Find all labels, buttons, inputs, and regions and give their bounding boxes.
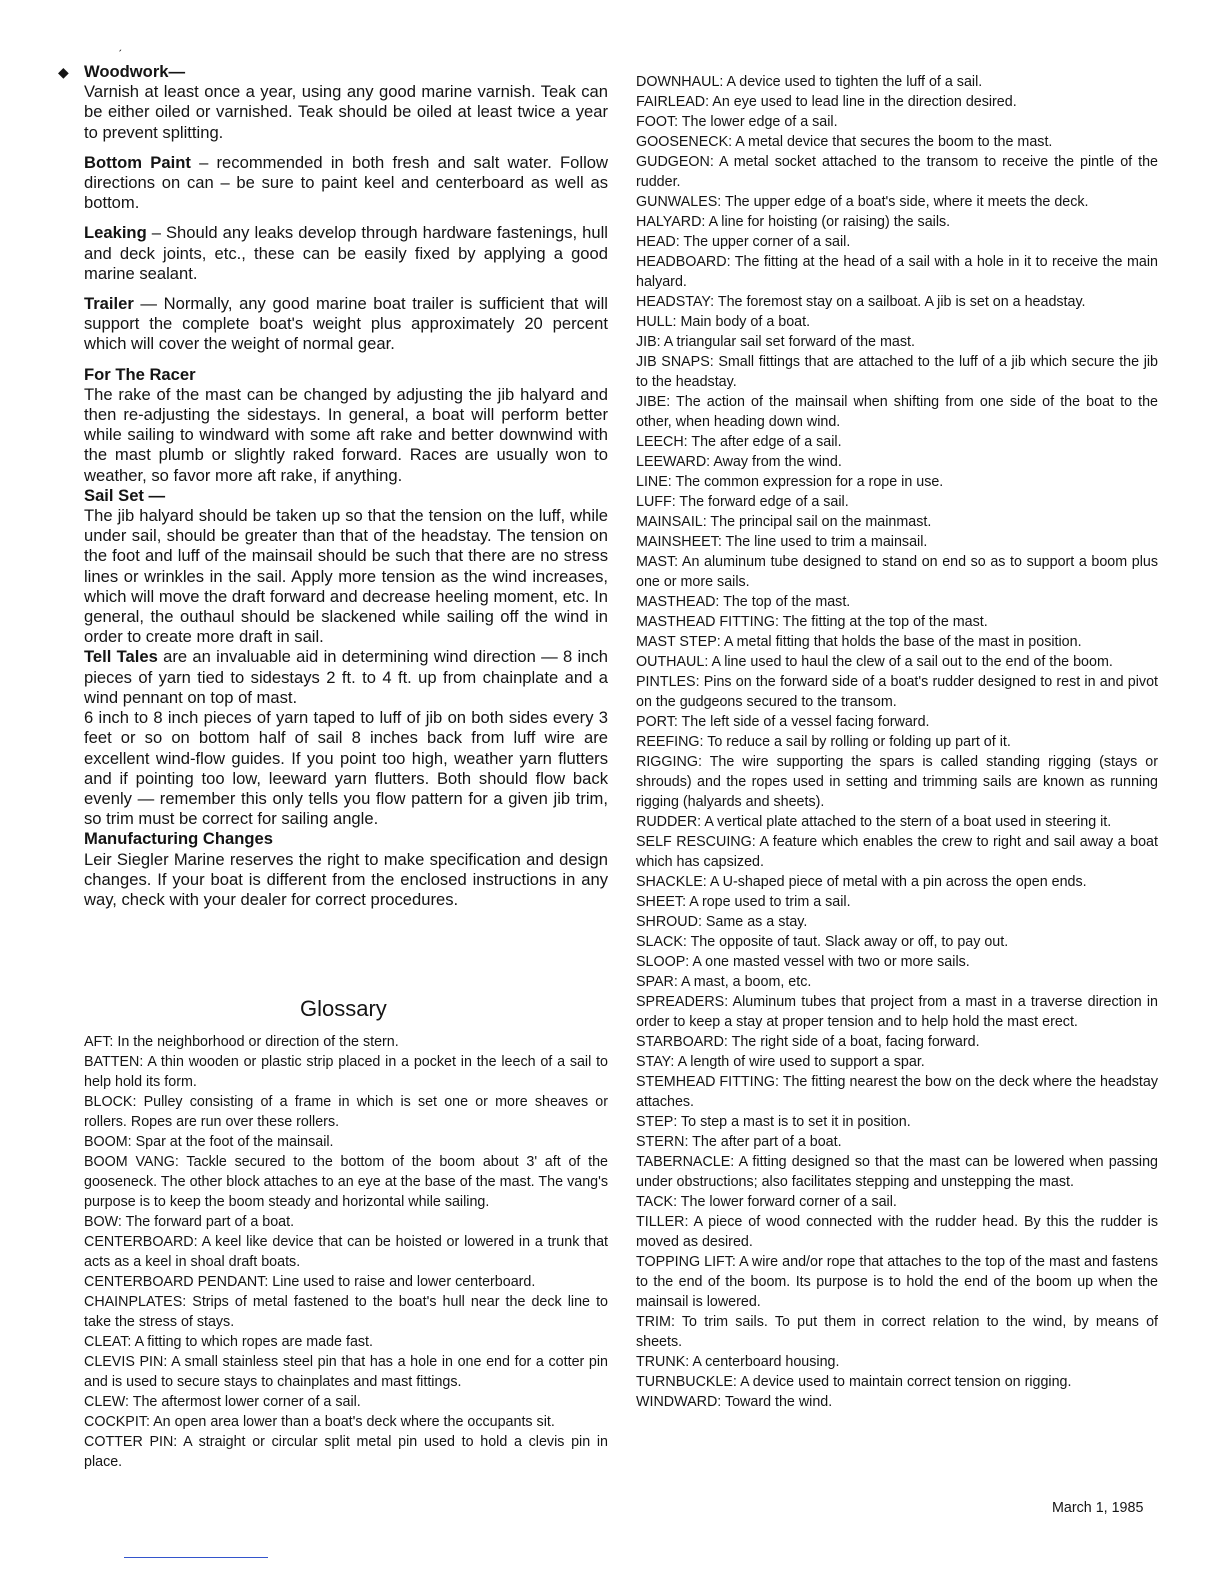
leaking-text: – Should any leaks develop through hardware fastenings, hull and deck joints, etc., these can be easily fixed by applying a good marine sealant.: [84, 223, 608, 283]
racer-section: [84, 365, 608, 486]
bullet-mark: ◆: [58, 64, 69, 80]
glossary-entry: COCKPIT: An open area lower than a boat's deck where the occupants sit.: [84, 1414, 555, 1430]
trailer-text: — Normally, any good marine boat trailer is sufficient that will support the complete boat's weight plus approximately 20 percent which will cover the weight of normal gear.: [84, 294, 608, 354]
footer-rule: [124, 1557, 268, 1558]
glossary-right-list: [636, 72, 1158, 1412]
glossary-entry: AFT: In the neighborhood or direction of the stern.: [84, 1034, 399, 1050]
glossary-entry: FAIRLEAD: An eye used to lead line in the direction desired.: [636, 94, 1017, 110]
glossary-entry: STERN: The after part of a boat.: [636, 1134, 842, 1150]
glossary-entry: REEFING: To reduce a sail by rolling or folding up part of it.: [636, 734, 1011, 750]
racer-heading: For The Racer: [84, 364, 196, 384]
glossary-left-list: [84, 1032, 608, 1472]
glossary-entry: TOPPING LIFT: A wire and/or rope that attaches to the top of the mast and fastens to the end of the boom. Its purpose is to hold the end of the boom up when the mainsail is lowered.: [636, 1254, 1158, 1310]
glossary-entry: TURNBUCKLE: A device used to maintain correct tension on rigging.: [636, 1374, 1072, 1390]
glossary-entry: SLOOP: A one masted vessel with two or more sails.: [636, 954, 970, 970]
glossary-entry: BLOCK: Pulley consisting of a frame in which is set one or more sheaves or rollers. Ropes are run over these rollers.: [84, 1094, 608, 1130]
glossary-entry: LEECH: The after edge of a sail.: [636, 434, 842, 450]
glossary-entry: SHEET: A rope used to trim a sail.: [636, 894, 851, 910]
glossary-entry: CLEAT: A fitting to which ropes are made fast.: [84, 1334, 373, 1350]
glossary-entry: PORT: The left side of a vessel facing forward.: [636, 714, 930, 730]
glossary-entry: HULL: Main body of a boat.: [636, 314, 811, 330]
glossary-entry: SHROUD: Same as a stay.: [636, 914, 808, 930]
glossary-entry: STARBOARD: The right side of a boat, facing forward.: [636, 1034, 980, 1050]
care-section: [84, 62, 608, 910]
glossary-entry: JIBE: The action of the mainsail when shifting from one side of the boat to the other, when heading down wind.: [636, 394, 1158, 430]
sail-set-heading: Sail Set —: [84, 485, 166, 505]
glossary-entry: CENTERBOARD: A keel like device that can be hoisted or lowered in a trunk that acts as a keel in shoal draft boats.: [84, 1234, 608, 1270]
glossary-entry: MAST STEP: A metal fitting that holds the base of the mast in position.: [636, 634, 1082, 650]
document-date: March 1, 1985: [1052, 1500, 1144, 1516]
glossary-entry: TRIM: To trim sails. To put them in correct relation to the wind, by means of sheets.: [636, 1314, 1158, 1350]
glossary-entry: JIB: A triangular sail set forward of the mast.: [636, 334, 915, 350]
woodwork-text: Varnish at least once a year, using any good marine varnish. Teak can be either oiled or varnished. Teak should be oiled at least twice a year to prevent splitting.: [84, 82, 608, 142]
woodwork-heading: Woodwork—: [84, 62, 186, 81]
manufacturing-section: [84, 829, 608, 910]
glossary-entry: COTTER PIN: A straight or circular split metal pin used to hold a clevis pin in place.: [84, 1434, 608, 1470]
tell-tales-lead: Tell Tales: [84, 647, 158, 667]
glossary-entry: STEMHEAD FITTING: The fitting nearest the bow on the deck where the headstay attaches.: [636, 1074, 1158, 1110]
glossary-entry: TILLER: A piece of wood connected with the rudder head. By this the rudder is moved as desired.: [636, 1214, 1158, 1250]
glossary-entry: CHAINPLATES: Strips of metal fastened to the boat's hull near the deck line to take the stress of stays.: [84, 1294, 608, 1330]
glossary-entry: PINTLES: Pins on the forward side of a boat's rudder designed to rest in and pivot on the gudgeons secured to the transom.: [636, 674, 1158, 710]
glossary-entry: MAINSAIL: The principal sail on the mainmast.: [636, 514, 932, 530]
glossary-entry: BOOM VANG: Tackle secured to the bottom of the boom about 3' aft of the gooseneck. The other block attaches to an eye at the base of the mast. The vang's purpose is to keep the boom steady and horizontal while sailing.: [84, 1154, 608, 1210]
glossary-title: Glossary: [300, 996, 387, 1021]
bottom-paint-text: – recommended in both fresh and salt water. Follow directions on can – be sure to paint keel and centerboard as well as bottom.: [84, 152, 608, 213]
glossary-entry: TABERNACLE: A fitting designed so that the mast can be lowered when passing under obstructions; also facilitates stepping and unstepping the mast.: [636, 1154, 1158, 1190]
trailer-section: [84, 294, 608, 355]
bottom-paint-section: [84, 153, 608, 214]
sail-set-text: The jib halyard should be taken up so that the tension on the luff, while under sail, should be greater than that of the headstay. The tension on the foot and luff of the mainsail should be such that there are no stress lines or wrinkles in the sail. Apply more tension as the wind increases, which will move the draft forward and decrease heeling moment, etc. In general, the outhaul should be slackened while sailing off the wind in order to create more draft in sail.: [84, 506, 608, 647]
glossary-entry: JIB SNAPS: Small fittings that are attached to the luff of a jib which secure the jib to the headstay.: [636, 354, 1158, 390]
glossary-entry: SPAR: A mast, a boom, etc.: [636, 974, 812, 990]
woodwork-section: [84, 62, 608, 143]
manufacturing-heading: Manufacturing Changes: [84, 829, 273, 849]
glossary-entry: MAST: An aluminum tube designed to stand on end so as to support a boom plus one or more sails.: [636, 554, 1158, 590]
glossary-entry: CLEVIS PIN: A small stainless steel pin that has a hole in one end for a cotter pin and is used to secure stays to chainplates and mast fittings.: [84, 1354, 608, 1390]
glossary-entry: STAY: A length of wire used to support a spar.: [636, 1054, 925, 1070]
sail-set-section: [84, 486, 608, 648]
stray-mark: ˏ: [118, 38, 122, 52]
glossary-entry: RUDDER: A vertical plate attached to the stern of a boat used in steering it.: [636, 814, 1112, 830]
manufacturing-text: Leir Siegler Marine reserves the right to make specification and design changes. If your boat is different from the enclosed instructions in any way, check with your dealer for correct procedures.: [84, 849, 608, 909]
glossary-entry: LUFF: The forward edge of a sail.: [636, 494, 849, 510]
tell-tales-section: [84, 647, 608, 829]
glossary-entry: SLACK: The opposite of taut. Slack away or off, to pay out.: [636, 934, 1009, 950]
glossary-entry: SELF RESCUING: A feature which enables the crew to right and sail away a boat which has capsized.: [636, 834, 1158, 870]
glossary-entry: BATTEN: A thin wooden or plastic strip placed in a pocket in the leech of a sail to help hold its form.: [84, 1054, 608, 1090]
glossary-entry: GUDGEON: A metal socket attached to the transom to receive the pintle of the rudder.: [636, 154, 1158, 190]
trailer-lead: Trailer: [84, 294, 134, 314]
leaking-section: [84, 223, 608, 284]
glossary-entry: TRUNK: A centerboard housing.: [636, 1354, 840, 1370]
glossary-entry: HEADBOARD: The fitting at the head of a sail with a hole in it to receive the main halyard.: [636, 254, 1158, 290]
glossary-entry: SHACKLE: A U-shaped piece of metal with a pin across the open ends.: [636, 874, 1087, 890]
tell-tales-text: are an invaluable aid in determining wind direction — 8 inch pieces of yarn tied to sidestays 2 ft. to 4 ft. up from chainplate and a wind pennant on top of mast.: [84, 647, 608, 707]
glossary-entry: DOWNHAUL: A device used to tighten the luff of a sail.: [636, 74, 983, 90]
glossary-entry: MASTHEAD FITTING: The fitting at the top of the mast.: [636, 614, 988, 630]
glossary-entry: CENTERBOARD PENDANT: Line used to raise and lower centerboard.: [84, 1274, 536, 1290]
glossary-entry: GOOSENECK: A metal device that secures the boom to the mast.: [636, 134, 1053, 150]
glossary-entry: TACK: The lower forward corner of a sail.: [636, 1194, 897, 1210]
glossary-entry: MAINSHEET: The line used to trim a mainsail.: [636, 534, 928, 550]
glossary-entry: BOOM: Spar at the foot of the mainsail.: [84, 1134, 334, 1150]
leaking-lead: Leaking: [84, 223, 147, 243]
glossary-entry: GUNWALES: The upper edge of a boat's side, where it meets the deck.: [636, 194, 1089, 210]
glossary-entry: FOOT: The lower edge of a sail.: [636, 114, 838, 130]
glossary-entry: OUTHAUL: A line used to haul the clew of a sail out to the end of the boom.: [636, 654, 1113, 670]
glossary-entry: MASTHEAD: The top of the mast.: [636, 594, 851, 610]
racer-text: The rake of the mast can be changed by adjusting the jib halyard and then re-adjusting the sidestays. In general, a boat will perform better while sailing to windward with some aft rake and better downwind with the mast plumb or slightly raked forward. Races are usually won to weather, so favor more aft rake, if anything.: [84, 384, 608, 485]
glossary-entry: CLEW: The aftermost lower corner of a sail.: [84, 1394, 361, 1410]
bottom-paint-lead: Bottom Paint: [84, 152, 191, 172]
glossary-entry: STEP: To step a mast is to set it in position.: [636, 1114, 911, 1130]
glossary-entry: RIGGING: The wire supporting the spars is called standing rigging (stays or shrouds) and the ropes used in setting and trimming sails are known as running rigging (halyards and sheets).: [636, 754, 1158, 810]
glossary-entry: HALYARD: A line for hoisting (or raising) the sails.: [636, 214, 951, 230]
glossary-entry: HEADSTAY: The foremost stay on a sailboat. A jib is set on a headstay.: [636, 294, 1086, 310]
tell-tales-text-2: 6 inch to 8 inch pieces of yarn taped to luff of jib on both sides every 3 feet or so on bottom half of sail 8 inches back from luff wire are excellent wind-flow guides. If you point too high, weather yarn flutters and if pointing too low, leeward yarn flutters. Both should flow back evenly — remember this only tells you flow pattern for a given jib trim, so trim must be correct for sailing angle.: [84, 708, 608, 829]
glossary-entry: SPREADERS: Aluminum tubes that project from a mast in a traverse direction in order to keep a stay at proper tension and to help hold the mast erect.: [636, 994, 1158, 1030]
glossary-entry: LINE: The common expression for a rope in use.: [636, 474, 944, 490]
glossary-entry: BOW: The forward part of a boat.: [84, 1214, 295, 1230]
glossary-entry: WINDWARD: Toward the wind.: [636, 1394, 833, 1410]
glossary-entry: LEEWARD: Away from the wind.: [636, 454, 842, 470]
glossary-entry: HEAD: The upper corner of a sail.: [636, 234, 851, 250]
